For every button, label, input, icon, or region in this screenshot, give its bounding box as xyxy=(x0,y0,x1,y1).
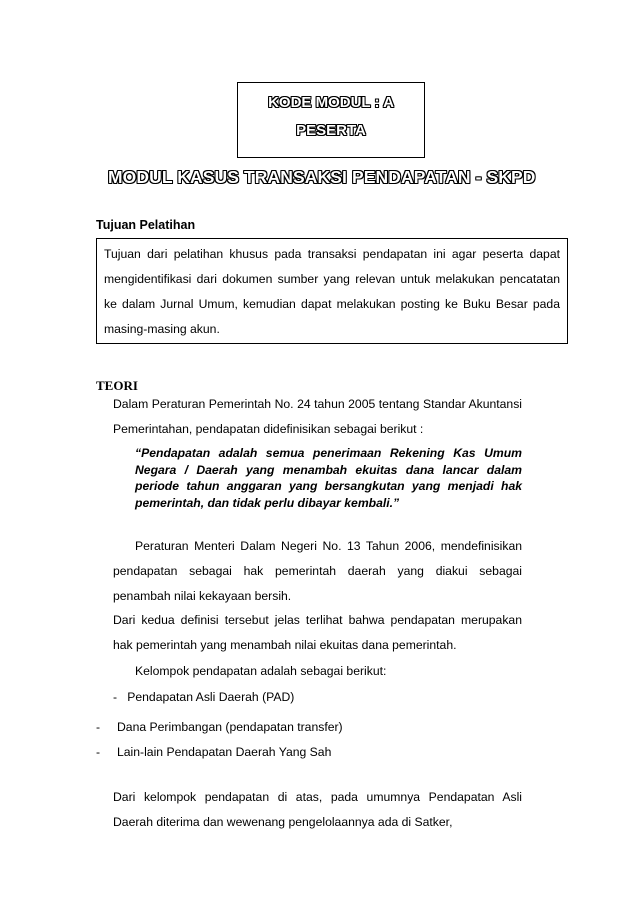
definition-quote: “Pendapatan adalah semua penerimaan Rekening Kas Umum Negara / Daerah yang menambah ekuitas dana lancar dalam periode tahun anggaran yang bersangkutan yang menjadi hak pemerintah, dan tidak perlu dibayar kembali.” xyxy=(135,446,522,510)
groups-intro: Kelompok pendapatan adalah sebagai berikut: xyxy=(135,664,387,678)
definition-quote-block xyxy=(135,445,522,511)
permendagri-block xyxy=(113,534,522,609)
list-item xyxy=(96,740,331,765)
list-dash: - xyxy=(96,720,101,734)
module-code: KODE MODUL : A xyxy=(268,94,394,111)
theory-intro: Dalam Peraturan Pemerintah No. 24 tahun 2005 tentang Standar Akuntansi Pemerintahan, pendapatan didefinisikan sebagai berikut : xyxy=(113,397,522,436)
list-item xyxy=(96,715,343,740)
conclusion-paragraph: Dari kedua definisi tersebut jelas terlihat bahwa pendapatan merupakan hak pemerintah yang menambah nilai ekuitas dana pemerintah. xyxy=(113,613,522,652)
list-dash: - xyxy=(96,745,101,759)
participant-label: PESERTA xyxy=(296,122,366,139)
closing-block xyxy=(113,785,522,835)
list-dash: - xyxy=(113,690,118,704)
objective-heading: Tujuan Pelatihan xyxy=(96,218,196,232)
list-item xyxy=(113,685,294,710)
group-pad: Pendapatan Asli Daerah (PAD) xyxy=(127,690,295,704)
module-code-box xyxy=(237,82,425,158)
theory-intro-block xyxy=(113,392,522,442)
group-dana-perimbangan: Dana Perimbangan (pendapatan transfer) xyxy=(117,720,343,734)
closing-paragraph: Dari kelompok pendapatan di atas, pada umumnya Pendapatan Asli Daerah diterima dan wewenang pengelolaannya ada di Satker, xyxy=(113,790,522,829)
group-lain-lain: Lain-lain Pendapatan Daerah Yang Sah xyxy=(117,745,332,759)
page-title: MODUL KASUS TRANSAKSI PENDAPATAN - SKPD xyxy=(108,167,536,187)
objective-box xyxy=(96,238,568,344)
theory-heading: TEORI xyxy=(96,378,138,393)
objective-text: Tujuan dari pelatihan khusus pada transaksi pendapatan ini agar peserta dapat mengidentifikasi dari dokumen sumber yang relevan untuk melakukan pencatatan ke dalam Jurnal Umum, kemudian dapat melakukan posting ke Buku Besar pada masing-masing akun. xyxy=(104,247,560,336)
conclusion-block xyxy=(113,608,522,658)
permendagri-paragraph: Peraturan Menteri Dalam Negeri No. 13 Tahun 2006, mendefinisikan pendapatan sebagai hak pemerintah daerah yang diakui sebagai penambah nilai kekayaan bersih. xyxy=(113,539,522,603)
